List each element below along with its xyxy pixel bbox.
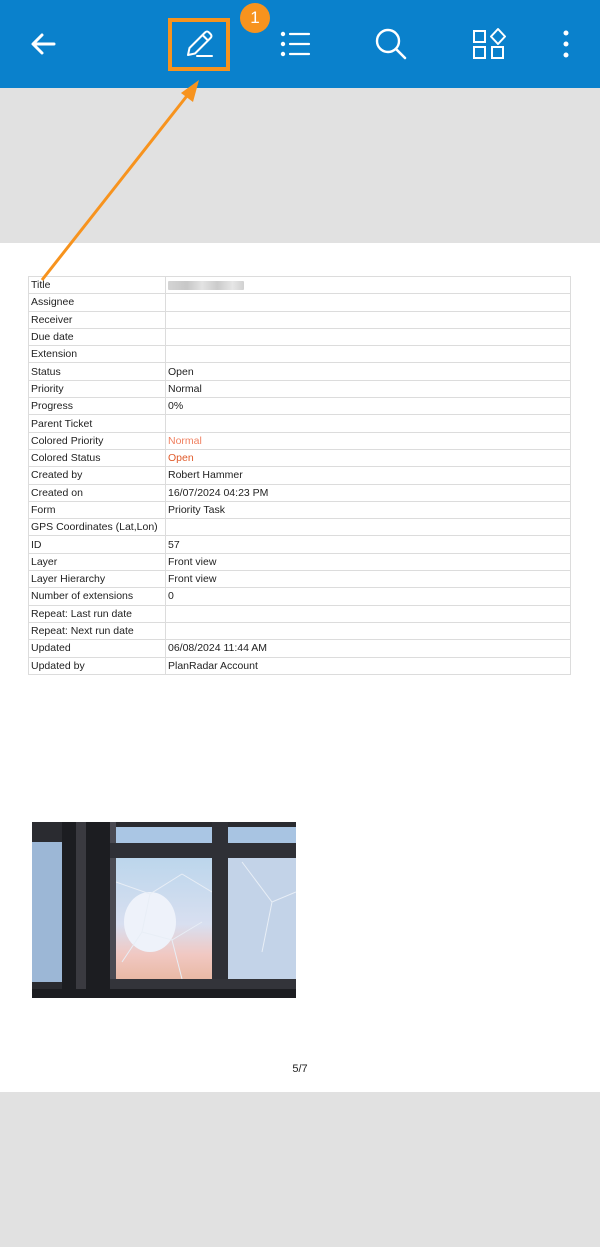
- property-row: [29, 622, 571, 639]
- property-value: Robert Hammer: [166, 467, 571, 484]
- property-label: Colored Priority: [29, 432, 166, 449]
- property-row: [29, 588, 571, 605]
- broken-window-photo: [32, 822, 296, 998]
- property-value: [166, 622, 571, 639]
- property-row: [29, 571, 571, 588]
- property-row: [29, 346, 571, 363]
- property-row: [29, 640, 571, 657]
- property-row: [29, 328, 571, 345]
- property-value: 57: [166, 536, 571, 553]
- property-label: Repeat: Next run date: [29, 622, 166, 639]
- property-label: Progress: [29, 398, 166, 415]
- property-value: 16/07/2024 04:23 PM: [166, 484, 571, 501]
- property-value: Normal: [166, 380, 571, 397]
- property-label: Assignee: [29, 294, 166, 311]
- property-label: Priority: [29, 380, 166, 397]
- property-label: Updated: [29, 640, 166, 657]
- property-label: Created by: [29, 467, 166, 484]
- property-value: [166, 605, 571, 622]
- property-value: PlanRadar Account: [166, 657, 571, 674]
- property-value: Open: [166, 449, 571, 466]
- property-label: Updated by: [29, 657, 166, 674]
- property-label: Form: [29, 501, 166, 518]
- page-number: 5/7: [292, 1063, 308, 1075]
- property-row: [29, 467, 571, 484]
- property-value: Front view: [166, 553, 571, 570]
- property-label: Layer Hierarchy: [29, 571, 166, 588]
- property-value: [166, 415, 571, 432]
- property-row: [29, 553, 571, 570]
- property-row: [29, 449, 571, 466]
- property-label: Due date: [29, 328, 166, 345]
- property-row: [29, 311, 571, 328]
- callout-badge: 1: [240, 3, 270, 33]
- property-row: [29, 380, 571, 397]
- property-value: [166, 519, 571, 536]
- property-value: Open: [166, 363, 571, 380]
- property-value: Front view: [166, 571, 571, 588]
- property-row: [29, 536, 571, 553]
- property-label: Extension: [29, 346, 166, 363]
- property-row: [29, 501, 571, 518]
- property-row: [29, 657, 571, 674]
- property-label: Layer: [29, 553, 166, 570]
- property-label: Parent Ticket: [29, 415, 166, 432]
- property-label: Number of extensions: [29, 588, 166, 605]
- callout-arrow: [0, 0, 600, 300]
- property-row: [29, 432, 571, 449]
- property-value: 06/08/2024 11:44 AM: [166, 640, 571, 657]
- property-label: Created on: [29, 484, 166, 501]
- property-row: [29, 363, 571, 380]
- property-value: [166, 311, 571, 328]
- property-value: Normal: [166, 432, 571, 449]
- property-label: GPS Coordinates (Lat,Lon): [29, 519, 166, 536]
- property-row: [29, 605, 571, 622]
- property-row: [29, 519, 571, 536]
- property-label: Colored Status: [29, 449, 166, 466]
- property-label: ID: [29, 536, 166, 553]
- property-label: Status: [29, 363, 166, 380]
- property-label: Receiver: [29, 311, 166, 328]
- property-value: 0: [166, 588, 571, 605]
- property-row: [29, 398, 571, 415]
- property-label: Repeat: Last run date: [29, 605, 166, 622]
- property-label: Title: [29, 277, 166, 294]
- property-value: [166, 328, 571, 345]
- document-page[interactable]: [0, 243, 600, 1092]
- property-value: [166, 346, 571, 363]
- properties-table: [28, 276, 571, 675]
- property-value: 0%: [166, 398, 571, 415]
- property-value: Priority Task: [166, 501, 571, 518]
- property-row: [29, 484, 571, 501]
- property-row: [29, 415, 571, 432]
